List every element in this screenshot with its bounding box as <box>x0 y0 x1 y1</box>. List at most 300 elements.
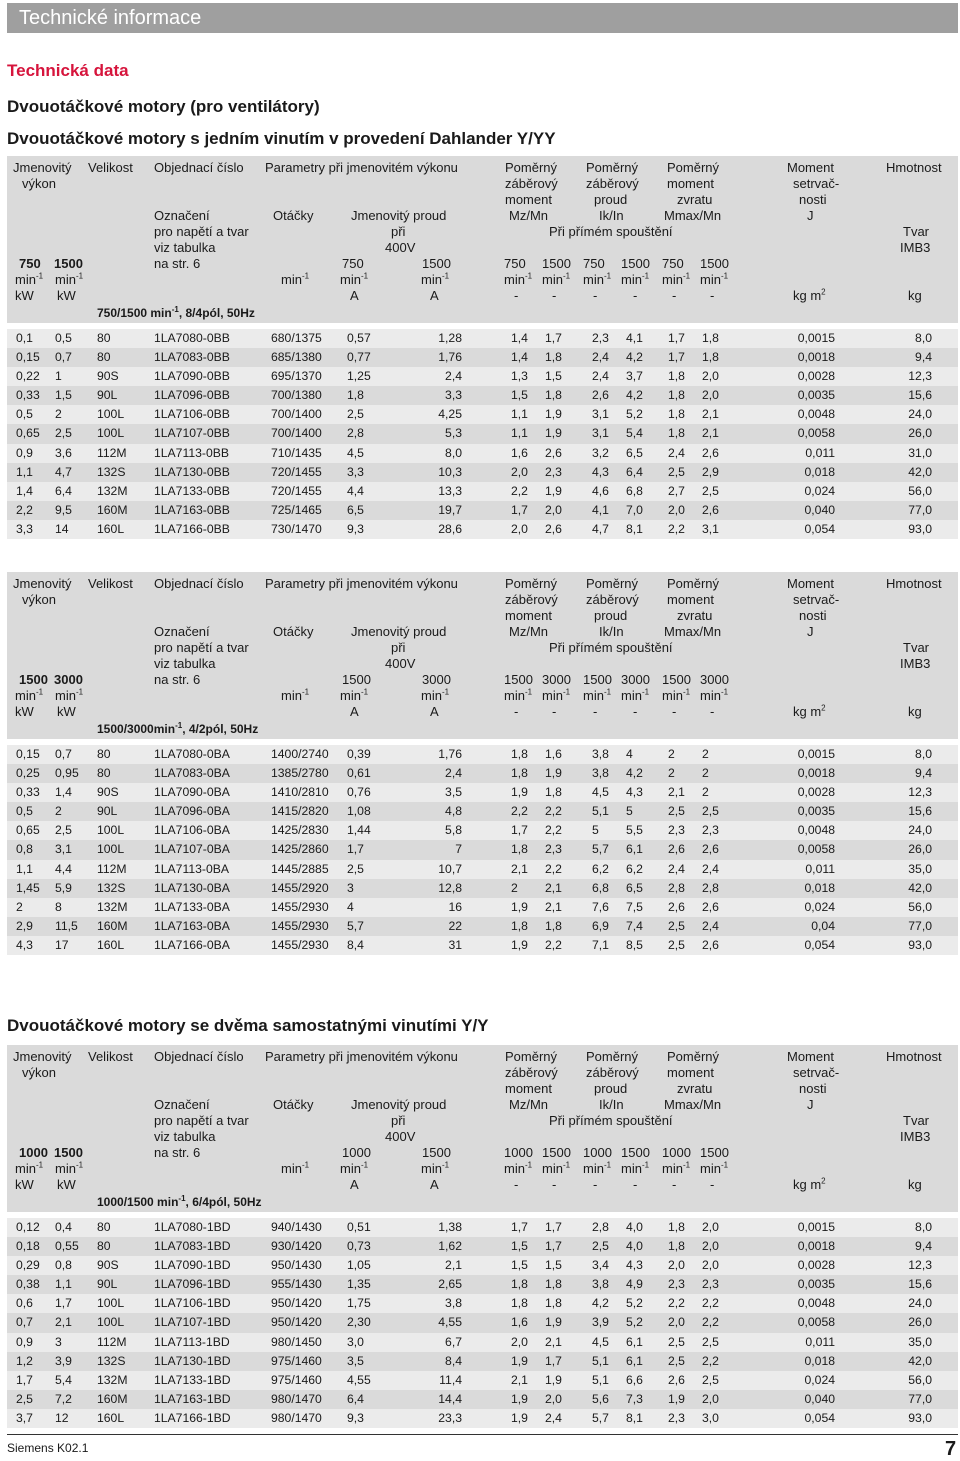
cell-power-high: 5,4 <box>55 1372 72 1387</box>
cell-mzmn-low: 1,8 <box>511 842 528 857</box>
cell-mzmn-high: 1,8 <box>545 388 562 403</box>
cell-mzmn-high: 1,8 <box>545 1277 562 1292</box>
cell-inertia: 0,018 <box>804 1353 835 1368</box>
hdr-unit-min-4: $\min^{-1}$ <box>421 271 450 287</box>
cell-speed: 950/1420 <box>271 1315 322 1330</box>
cell-current-high: 11,4 <box>439 1372 462 1387</box>
cell-order-no: 1LA7133-0BA <box>154 899 230 914</box>
cell-current-low: 9,3 <box>347 1410 364 1425</box>
cell-order-no: 1LA7083-0BB <box>154 350 230 365</box>
cell-mmax-high: 2,5 <box>702 1334 719 1349</box>
table-row <box>7 860 958 879</box>
hdr-unit-dash-2: - <box>593 1177 598 1192</box>
cell-current-high: 19,7 <box>438 502 462 517</box>
cell-power-high: 2,5 <box>55 823 72 838</box>
cell-current-high: 4,25 <box>438 407 462 422</box>
cell-ikin-low: 6,9 <box>592 918 609 933</box>
cell-ikin-low: 5,6 <box>592 1391 609 1406</box>
motor-table-dahlander-1500-3000 <box>7 572 958 955</box>
table-row <box>7 1294 958 1313</box>
hdr-unit-a-1: A <box>350 288 359 303</box>
cell-mmax-high: 2,0 <box>702 1391 719 1406</box>
cell-mmax-low: 1,7 <box>668 331 685 345</box>
table-row <box>7 764 958 783</box>
cell-mmax-high: 2,2 <box>702 1315 719 1330</box>
cell-mmax-low: 2,5 <box>668 464 685 479</box>
hdr-mzmn: Mz/Mn <box>509 208 548 223</box>
cell-inertia: 0,054 <box>804 937 835 952</box>
cell-speed: 700/1380 <box>271 388 322 403</box>
cell-current-high: 2,4 <box>445 766 462 781</box>
cell-weight: 26,0 <box>908 1315 932 1330</box>
cell-ikin-low: 4,2 <box>592 1296 609 1311</box>
hdr-unit-min-7: $\min^{-1}$ <box>583 1160 612 1176</box>
cell-power-high: 4,4 <box>55 861 72 876</box>
cell-mzmn-high: 2,0 <box>545 1391 562 1406</box>
hdr-current-3: proud <box>594 192 628 207</box>
cell-ikin-high: 6,5 <box>626 445 643 460</box>
cell-mmax-low: 1,8 <box>668 369 685 384</box>
cell-ikin-high: 8,5 <box>626 937 643 952</box>
hdr-direct-start: Při přímém spouštění <box>549 224 673 239</box>
cell-power-high: 3 <box>55 1334 62 1349</box>
cell-order-no: 1LA7166-1BD <box>154 1410 231 1425</box>
cell-mzmn-high: 2,2 <box>545 804 562 819</box>
cell-current-high: 1,38 <box>438 1220 462 1234</box>
cell-frame: 90L <box>97 388 118 403</box>
cell-mmax-low: 2 <box>668 766 675 781</box>
hdr-rel-2: Poměrný <box>586 160 639 175</box>
cell-frame: 80 <box>97 747 111 761</box>
hdr-rel-3: Poměrný <box>667 576 720 591</box>
cell-speed: 1455/2930 <box>271 918 329 933</box>
cell-mzmn-low: 1,1 <box>511 426 528 441</box>
hdr-inertia: setrvač- <box>793 592 840 607</box>
cell-power-high: 1,1 <box>55 1277 72 1292</box>
cell-frame: 132S <box>97 464 126 479</box>
table-row <box>7 329 958 348</box>
cell-mmax-high: 2,5 <box>702 1372 719 1387</box>
cell-ikin-high: 6,4 <box>626 464 643 479</box>
cell-inertia: 0,0058 <box>797 1315 835 1330</box>
cell-ikin-high: 8,1 <box>626 1410 643 1425</box>
hdr-ratio-speed-0: 1000 <box>504 1145 533 1160</box>
hdr-rel-3: Poměrný <box>667 1049 720 1064</box>
hdr-rated-current: Jmenovitý proud <box>351 208 447 223</box>
cell-mmax-high: 2,6 <box>702 937 719 952</box>
cell-power-low: 0,33 <box>16 388 40 403</box>
hdr-speed-high: 1500 <box>54 1145 83 1160</box>
cell-inertia: 0,024 <box>804 1372 835 1387</box>
hdr-direct-start: Při přímém spouštění <box>549 640 673 655</box>
cell-mmax-high: 2,0 <box>702 1220 719 1234</box>
hdr-unit-dash-1: - <box>552 1177 557 1192</box>
cell-current-low: 1,35 <box>347 1277 371 1292</box>
cell-mmax-high: 2,0 <box>702 369 719 384</box>
cell-mzmn-low: 1,9 <box>511 1391 528 1406</box>
cell-mmax-low: 1,8 <box>668 1239 685 1254</box>
cell-mmax-high: 2,9 <box>702 464 719 479</box>
table-row <box>7 1409 958 1428</box>
cell-speed: 1385/2780 <box>271 766 329 781</box>
cell-current-low: 3,0 <box>347 1334 364 1349</box>
hdr-unit-a-1: A <box>350 1177 359 1192</box>
cell-power-low: 0,65 <box>16 426 40 441</box>
hdr-imb3: IMB3 <box>900 1129 931 1144</box>
cell-mzmn-low: 1,5 <box>511 388 528 403</box>
page-header-title: Technické informace <box>19 7 202 29</box>
cell-mzmn-high: 1,8 <box>545 1296 562 1311</box>
cell-current-low: 0,61 <box>347 766 371 781</box>
hdr-ratio-speed-5: 3000 <box>700 672 729 687</box>
hdr-rated-current: Jmenovitý proud <box>351 1097 447 1112</box>
cell-order-no: 1LA7163-0BA <box>154 918 230 933</box>
table-row <box>7 745 958 764</box>
cell-frame: 132M <box>97 1372 128 1387</box>
hdr-see-table: viz tabulka <box>154 1129 216 1144</box>
cell-current-low: 2,5 <box>347 861 364 876</box>
cell-power-low: 0,33 <box>16 785 40 800</box>
hdr-unit-min-9: $\min^{-1}$ <box>662 271 691 287</box>
cell-mmax-low: 2,5 <box>668 1353 685 1368</box>
cell-current-high: 12,8 <box>438 880 462 895</box>
hdr-unit-min-8: $\min^{-1}$ <box>621 1160 650 1176</box>
cell-inertia: 0,054 <box>804 521 835 536</box>
hdr-cur-speed-high: 1500 <box>422 1145 451 1160</box>
cell-speed: 980/1470 <box>271 1410 322 1425</box>
cell-order-no: 1LA7106-0BB <box>154 407 230 422</box>
cell-weight: 31,0 <box>908 445 932 460</box>
hdr-cur-speed-low: 750 <box>342 256 364 271</box>
hdr-unit-kgm2: kg $m^2$ <box>793 287 826 303</box>
hdr-ikin: Ik/In <box>599 208 624 223</box>
cell-power-high: 12 <box>55 1410 69 1425</box>
hdr-unit-dash-4: - <box>672 288 677 303</box>
table-header <box>7 1045 958 1212</box>
cell-weight: 8,0 <box>915 331 932 345</box>
cell-current-high: 4,8 <box>445 804 462 819</box>
hdr-rel-3: Poměrný <box>667 160 720 175</box>
cell-frame: 100L <box>97 1315 125 1330</box>
cell-power-low: 0,29 <box>16 1258 40 1273</box>
hdr-unit-dash-0: - <box>514 288 519 303</box>
cell-ikin-low: 6,8 <box>592 880 609 895</box>
hdr-rated-current: Jmenovitý proud <box>351 624 447 639</box>
cell-mzmn-low: 1,3 <box>511 369 528 384</box>
cell-current-high: 10,7 <box>438 861 462 876</box>
hdr-speed-low: 750 <box>19 256 41 271</box>
cell-power-low: 0,9 <box>16 445 33 460</box>
hdr-unit-min-6: $\min^{-1}$ <box>542 687 571 703</box>
cell-inertia: 0,0058 <box>797 426 835 441</box>
hdr-unit-a-1: A <box>350 704 359 719</box>
hdr-unit-min-4: $\min^{-1}$ <box>421 1160 450 1176</box>
cell-ikin-low: 2,4 <box>592 369 609 384</box>
hdr-unit-min-10: $\min^{-1}$ <box>700 271 729 287</box>
cell-frame: 80 <box>97 331 111 345</box>
cell-ikin-high: 7,5 <box>626 899 643 914</box>
hdr-unit-kw-2: kW <box>57 704 76 719</box>
cell-current-low: 0,57 <box>347 331 371 345</box>
cell-power-low: 2,9 <box>16 918 33 933</box>
hdr-unit-min-1: $\min^{-1}$ <box>55 271 84 287</box>
hdr-unit-min-8: $\min^{-1}$ <box>621 687 650 703</box>
cell-ikin-low: 4,1 <box>592 502 609 517</box>
cell-speed: 1455/2930 <box>271 899 329 914</box>
cell-ikin-high: 4,9 <box>626 1277 643 1292</box>
cell-ikin-high: 6,5 <box>626 880 643 895</box>
hdr-see-table: viz tabulka <box>154 656 216 671</box>
cell-weight: 8,0 <box>915 747 932 761</box>
cell-mzmn-high: 1,9 <box>545 407 562 422</box>
cell-mzmn-high: 1,8 <box>545 350 562 365</box>
hdr-zab-2: záběrový <box>586 1065 639 1080</box>
hdr-ratio-speed-4: 750 <box>662 256 684 271</box>
hdr-j: J <box>807 624 814 639</box>
hdr-unit-dash-3: - <box>633 1177 638 1192</box>
cell-mmax-high: 2,4 <box>702 861 719 876</box>
cell-inertia: 0,0028 <box>797 1258 835 1273</box>
cell-current-high: 5,8 <box>445 823 462 838</box>
cell-frame: 100L <box>97 426 125 441</box>
cell-power-low: 0,15 <box>16 350 40 365</box>
cell-mmax-low: 2,8 <box>668 880 685 895</box>
cell-mmax-high: 2,4 <box>702 918 719 933</box>
cell-current-low: 1,05 <box>347 1258 371 1273</box>
cell-ikin-low: 4,5 <box>592 1334 609 1349</box>
hdr-unit-min-4: $\min^{-1}$ <box>421 687 450 703</box>
cell-speed: 980/1450 <box>271 1334 322 1349</box>
cell-ikin-high: 7,4 <box>626 918 643 933</box>
cell-weight: 9,4 <box>915 1239 932 1254</box>
cell-ikin-high: 5,4 <box>626 426 643 441</box>
hdr-imb3: IMB3 <box>900 656 931 671</box>
cell-ikin-high: 7,3 <box>626 1391 643 1406</box>
cell-weight: 15,6 <box>908 388 932 403</box>
cell-current-high: 3,5 <box>445 785 462 800</box>
cell-mzmn-high: 1,9 <box>545 426 562 441</box>
cell-current-low: 8,4 <box>347 937 364 952</box>
hdr-order-number: Objednací číslo <box>154 1049 244 1064</box>
cell-order-no: 1LA7113-0BB <box>154 445 229 460</box>
cell-speed: 725/1465 <box>271 502 322 517</box>
cell-frame: 90L <box>97 804 118 819</box>
cell-current-low: 4,4 <box>347 483 364 498</box>
cell-current-high: 1,28 <box>438 331 462 345</box>
cell-mzmn-low: 2,0 <box>511 521 528 536</box>
cell-frame: 160M <box>97 918 128 933</box>
hdr-unit-kw-2: kW <box>57 288 76 303</box>
hdr-nosti: nosti <box>799 1081 827 1096</box>
hdr-unit-min-6: $\min^{-1}$ <box>542 1160 571 1176</box>
cell-power-low: 0,38 <box>16 1277 40 1292</box>
cell-speed: 1445/2885 <box>271 861 329 876</box>
hdr-rel-2: Poměrný <box>586 1049 639 1064</box>
cell-power-low: 0,15 <box>16 747 40 761</box>
cell-current-high: 7 <box>455 842 462 857</box>
cell-inertia: 0,0035 <box>797 804 835 819</box>
cell-speed: 1425/2830 <box>271 823 329 838</box>
hdr-for-voltage: pro napětí a tvar <box>154 1113 249 1128</box>
cell-ikin-high: 4,3 <box>626 785 643 800</box>
cell-mzmn-high: 1,9 <box>545 1372 562 1387</box>
cell-current-high: 6,7 <box>445 1334 462 1349</box>
cell-ikin-low: 5 <box>592 823 599 838</box>
cell-mmax-high: 2,6 <box>702 899 719 914</box>
hdr-for-voltage: pro napětí a tvar <box>154 224 249 239</box>
table-row <box>7 1390 958 1409</box>
cell-power-high: 0,7 <box>55 747 72 761</box>
cell-frame: 90S <box>97 369 119 384</box>
hdr-unit-a-2: A <box>430 288 439 303</box>
cell-power-high: 0,95 <box>55 766 79 781</box>
hdr-ratio-speed-0: 1500 <box>504 672 533 687</box>
hdr-ikin: Ik/In <box>599 624 624 639</box>
cell-frame: 90L <box>97 1277 118 1292</box>
cell-mmax-high: 1,8 <box>702 331 719 345</box>
cell-speed: 975/1460 <box>271 1353 322 1368</box>
cell-mzmn-low: 1,5 <box>511 1258 528 1273</box>
cell-weight: 56,0 <box>908 483 932 498</box>
cell-current-high: 14,4 <box>438 1391 462 1406</box>
cell-order-no: 1LA7106-0BA <box>154 823 230 838</box>
cell-order-no: 1LA7130-0BA <box>154 880 230 895</box>
hdr-power-2: výkon <box>22 176 56 191</box>
cell-mmax-high: 2,6 <box>702 842 719 857</box>
cell-current-high: 23,3 <box>438 1410 462 1425</box>
cell-mmax-low: 1,8 <box>668 388 685 403</box>
cell-ikin-low: 5,7 <box>592 1410 609 1425</box>
cell-speed: 680/1375 <box>271 331 322 345</box>
cell-mmax-high: 2,0 <box>702 388 719 403</box>
cell-inertia: 0,018 <box>804 464 835 479</box>
cell-mzmn-high: 1,9 <box>545 766 562 781</box>
cell-ikin-high: 6,6 <box>626 1372 643 1387</box>
cell-weight: 42,0 <box>908 1353 932 1368</box>
hdr-frame-size: Velikost <box>88 1049 133 1064</box>
cell-current-high: 8,4 <box>445 1353 462 1368</box>
cell-speed: 1455/2930 <box>271 937 329 952</box>
cell-mzmn-low: 1,6 <box>511 445 528 460</box>
hdr-j: J <box>807 208 814 223</box>
cell-mzmn-low: 1,8 <box>511 918 528 933</box>
cell-ikin-high: 4,2 <box>626 388 643 403</box>
cell-mmax-low: 1,8 <box>668 1220 685 1234</box>
cell-mmax-high: 3,0 <box>702 1410 719 1425</box>
cell-weight: 93,0 <box>908 937 932 952</box>
hdr-weight: Hmotnost <box>886 1049 942 1064</box>
cell-mmax-low: 2,6 <box>668 1372 685 1387</box>
cell-ikin-low: 2,6 <box>592 388 609 403</box>
table-row <box>7 1218 958 1237</box>
cell-speed: 1415/2820 <box>271 804 329 819</box>
cell-power-low: 0,6 <box>16 1296 33 1311</box>
cell-order-no: 1LA7163-0BB <box>154 502 230 517</box>
cell-mzmn-high: 2,6 <box>545 521 562 536</box>
cell-speed: 700/1400 <box>271 426 322 441</box>
cell-power-high: 17 <box>55 937 69 952</box>
cell-speed: 720/1455 <box>271 483 322 498</box>
cell-current-low: 6,5 <box>347 502 364 517</box>
cell-power-high: 0,55 <box>55 1239 79 1254</box>
hdr-unit-kw-2: kW <box>57 1177 76 1192</box>
hdr-rel-1: Poměrný <box>505 576 558 591</box>
cell-weight: 35,0 <box>908 1334 932 1349</box>
cell-weight: 77,0 <box>908 918 932 933</box>
hdr-unit-dash-3: - <box>633 288 638 303</box>
hdr-speed: Otáčky <box>273 208 314 223</box>
hdr-400v: 400V <box>385 240 416 255</box>
cell-mmax-low: 2,7 <box>668 483 685 498</box>
cell-order-no: 1LA7163-1BD <box>154 1391 231 1406</box>
cell-power-high: 0,8 <box>55 1258 72 1273</box>
cell-current-low: 2,8 <box>347 426 364 441</box>
cell-mmax-high: 2,1 <box>702 426 719 441</box>
hdr-shape: Tvar <box>903 640 929 655</box>
hdr-unit-min-9: $\min^{-1}$ <box>662 687 691 703</box>
hdr-weight: Hmotnost <box>886 160 942 175</box>
cell-mmax-low: 2,1 <box>668 785 685 800</box>
hdr-unit-min-7: $\min^{-1}$ <box>583 687 612 703</box>
cell-order-no: 1LA7096-0BA <box>154 804 230 819</box>
cell-current-high: 1,76 <box>438 350 462 365</box>
page-number: 7 <box>945 1438 957 1460</box>
cell-frame: 100L <box>97 842 125 857</box>
hdr-see-table: viz tabulka <box>154 240 216 255</box>
cell-power-low: 4,3 <box>16 937 33 952</box>
cell-ikin-high: 4,0 <box>626 1239 643 1254</box>
hdr-unit-dash-0: - <box>514 704 519 719</box>
cell-mzmn-low: 1,7 <box>511 502 528 517</box>
cell-inertia: 0,0018 <box>797 350 835 365</box>
cell-ikin-high: 4 <box>626 747 633 761</box>
cell-mzmn-high: 2,3 <box>545 464 562 479</box>
cell-mzmn-high: 2,1 <box>545 899 562 914</box>
cell-mzmn-high: 1,5 <box>545 1258 562 1273</box>
hdr-unit-min-7: $\min^{-1}$ <box>583 271 612 287</box>
cell-current-high: 5,3 <box>445 426 462 441</box>
hdr-designation: Označení <box>154 624 210 639</box>
cell-mzmn-high: 1,6 <box>545 747 562 761</box>
cell-power-low: 1,4 <box>16 483 33 498</box>
cell-order-no: 1LA7096-1BD <box>154 1277 231 1292</box>
motor-table-dahlander-750-1500 <box>7 156 958 539</box>
cell-current-low: 6,4 <box>347 1391 364 1406</box>
cell-ikin-low: 4,6 <box>592 483 609 498</box>
cell-weight: 42,0 <box>908 880 932 895</box>
cell-mzmn-low: 1,6 <box>511 1315 528 1330</box>
cell-current-high: 3,3 <box>445 388 462 403</box>
hdr-unit-min-8: $\min^{-1}$ <box>621 271 650 287</box>
cell-current-low: 1,7 <box>347 842 364 857</box>
cell-current-low: 3,5 <box>347 1353 364 1368</box>
cell-mzmn-low: 1,8 <box>511 1277 528 1292</box>
cell-frame: 132S <box>97 880 126 895</box>
cell-frame: 80 <box>97 766 111 781</box>
hdr-inertia: setrvač- <box>793 1065 840 1080</box>
hdr-unit-dash-2: - <box>593 288 598 303</box>
cell-power-high: 2,5 <box>55 426 72 441</box>
hdr-at: při <box>391 224 406 239</box>
cell-current-low: 5,7 <box>347 918 364 933</box>
hdr-rated-parameters: Parametry při jmenovitém výkonu <box>265 1049 458 1064</box>
cell-ikin-low: 3,4 <box>592 1258 609 1273</box>
hdr-cur-speed-high: 3000 <box>422 672 451 687</box>
cell-speed: 950/1430 <box>271 1258 322 1273</box>
hdr-zab-1: záběrový <box>505 1065 558 1080</box>
cell-weight: 93,0 <box>908 1410 932 1425</box>
cell-order-no: 1LA7080-0BB <box>154 331 230 345</box>
